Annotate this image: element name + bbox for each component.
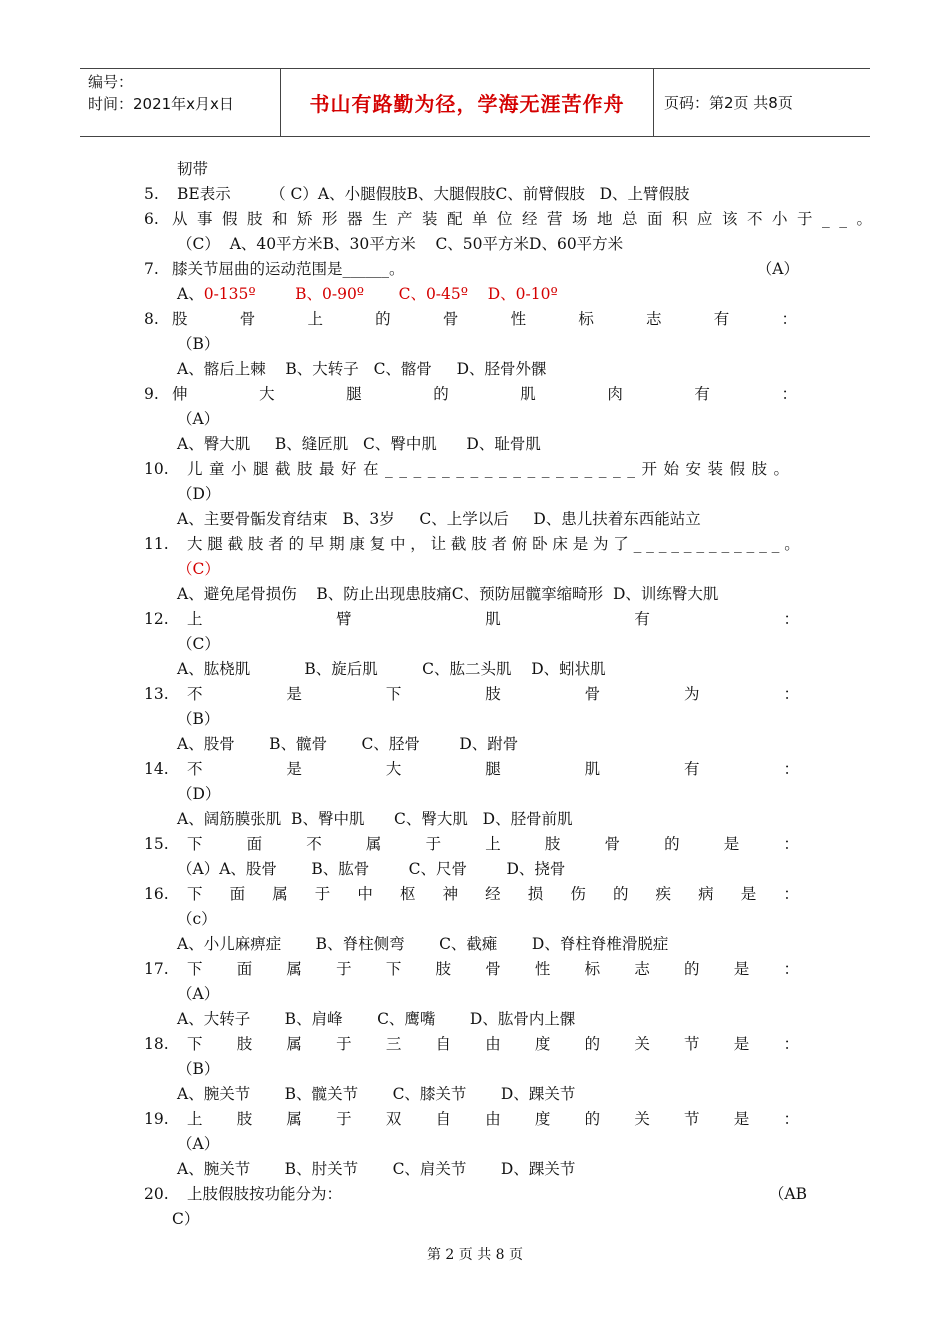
stem-char: ：	[783, 835, 799, 853]
options-line: A、肱桡肌 B、旋后肌 C、肱二头肌 D、蚓状肌	[177, 660, 606, 678]
options-line: A、小儿麻痹症 B、脊柱侧弯 C、截瘫 D、脊柱脊椎滑脱症	[177, 935, 669, 953]
stem-char: 属	[365, 835, 382, 853]
question-7: 7. 膝关节屈曲的运动范围是______。 （A）	[144, 260, 799, 278]
stem-char: 不	[187, 760, 203, 778]
stem-char: 有	[634, 610, 650, 628]
question-11: 11. 大腿截肢者的早期康复中，让截肢者俯卧床是为了____________。	[144, 535, 805, 553]
stem-char: 下	[187, 1035, 203, 1053]
question-19: 19. 上 肢 属 于 双 自 由 度 的 关 节 是 ：	[0, 1107, 950, 1131]
question-9: 9. 伸 大 腿 的 肌 肉 有 ：	[0, 382, 950, 406]
stem-char: 是	[286, 685, 302, 703]
stem-char: 为	[684, 685, 700, 703]
question-15: 15. 下 面 不 属 于 上 肢 骨 的 是 ：	[0, 832, 950, 856]
stem-char: 肢	[485, 685, 501, 703]
stem-char: 肢	[435, 960, 452, 978]
stem-char: 性	[510, 310, 527, 328]
stem-char: 下	[385, 960, 402, 978]
stem-char: 的	[584, 1110, 601, 1128]
answer-line: （c）	[177, 910, 217, 928]
stem-char: 下	[187, 885, 203, 903]
stem-char: 上	[187, 610, 203, 628]
stem-char: 腿	[485, 760, 501, 778]
stem-char: 骨	[584, 685, 601, 703]
stem-char: 自	[435, 1110, 452, 1128]
code-label: 编号：	[88, 73, 134, 91]
stem-char: ：	[783, 960, 799, 978]
question-6: 6. 从事假肢和矫形器生产装配单位经营场地总面积应该不小于__。	[144, 210, 882, 228]
question-13: 13. 不 是 下 肢 骨 为 ：	[0, 682, 950, 706]
stem-char: 面	[236, 960, 253, 978]
stem-char: 下	[187, 835, 203, 853]
stem-char: ：	[783, 1035, 799, 1053]
header-page-label: 页码：第2页 共8页	[664, 94, 793, 112]
stem-char: 志	[646, 310, 662, 328]
stem-char: 有	[713, 310, 730, 328]
answer-line: （B）	[177, 335, 220, 353]
stem-char: 下	[187, 960, 203, 978]
question-12: 12. 上 臂 肌 有 ：	[0, 607, 950, 631]
answer-line: （A）	[177, 985, 220, 1003]
stem-char: 由	[485, 1110, 501, 1128]
options-line: A、腕关节 B、肘关节 C、肩关节 D、踝关节	[177, 1160, 576, 1178]
stem-char: ：	[783, 1110, 799, 1128]
stem-char: 有	[694, 385, 710, 403]
stem-char: 经	[485, 885, 501, 903]
page-footer: 第 2 页 共 8 页	[426, 1247, 524, 1263]
options-line: A、大转子 B、肩峰 C、鹰嘴 D、肱骨内上髁	[177, 1010, 576, 1028]
stem-char: 属	[272, 885, 288, 903]
options-line: A、避免尾骨损伤 B、防止出现患肢痛C、预防屈髋挛缩畸形 D、训练臀大肌	[177, 585, 719, 603]
stem-char: 面	[229, 885, 246, 903]
stem-char: ：	[783, 885, 799, 903]
stem-char: 的	[375, 310, 391, 328]
stem-char: 肢	[236, 1110, 253, 1128]
stem-char: 疾	[655, 885, 672, 903]
options-line: A、股骨 B、髋骨 C、胫骨 D、跗骨	[177, 735, 519, 753]
stem-char: 的	[612, 885, 629, 903]
stem-char: 骨	[239, 310, 256, 328]
stem-char: 肢	[544, 835, 561, 853]
header-meta	[80, 69, 280, 136]
stem-char: 关	[634, 1110, 650, 1128]
stem-char: 肌	[485, 610, 501, 628]
stem-char: 是	[286, 760, 302, 778]
stem-char: 的	[664, 835, 680, 853]
stem-char: 于	[425, 835, 442, 853]
stem-char: 是	[723, 835, 740, 853]
stem-char: ：	[783, 610, 799, 628]
stem-char: 属	[286, 960, 302, 978]
answer-line: （D）	[177, 785, 221, 803]
options-line: （C） A、40平方米B、30平方米 C、50平方米D、60平方米	[177, 235, 624, 253]
stem-char: 肉	[607, 385, 623, 403]
question-16: 16. 下 面 属 于 中 枢 神 经 损 伤 的 疾 病 是 ：	[0, 882, 950, 906]
stem-char: 伸	[172, 385, 188, 403]
stem-char: 是	[740, 885, 757, 903]
stem-char: 标	[578, 310, 594, 328]
answer-line: C）	[172, 1210, 200, 1228]
stem-char: ：	[781, 310, 797, 328]
stem-char: 有	[684, 760, 700, 778]
question-8: 8. 股 骨 上 的 骨 性 标 志 有 ：	[0, 307, 950, 331]
answer-line: （C）	[177, 635, 220, 653]
question-10: 10. 儿童小腿截肢最好在__________________开始安装假肢。	[144, 460, 796, 478]
question-17: 17. 下 面 属 于 下 肢 骨 性 标 志 的 是 ：	[0, 957, 950, 981]
page-header	[80, 68, 870, 137]
options-line: A、臀大肌 B、缝匠肌 C、臀中肌 D、耻骨肌	[177, 435, 541, 453]
stem-char: 上	[307, 310, 323, 328]
stem-char: ：	[783, 685, 799, 703]
stem-char: 的	[584, 1035, 601, 1053]
stem-char: 是	[733, 1110, 750, 1128]
stem-char: 大	[385, 760, 402, 778]
stem-char: ：	[781, 385, 797, 403]
stem-char: 属	[286, 1110, 302, 1128]
stem-char: 股	[172, 310, 188, 328]
stem-char: 骨	[442, 310, 459, 328]
stem-char: 上	[485, 835, 501, 853]
stem-char: 由	[485, 1035, 501, 1053]
stem-char: 于	[314, 885, 331, 903]
question-18: 18. 下 肢 属 于 三 自 由 度 的 关 节 是 ：	[0, 1032, 950, 1056]
stem-char: 臂	[336, 610, 352, 628]
question-5: 5. BE表示 （ C）A、小腿假肢B、大腿假肢C、前臂假肢 D、上臂假肢	[144, 185, 690, 203]
stem-char: 度	[534, 1110, 551, 1128]
stem-char: 枢	[399, 885, 416, 903]
stem-char: 于	[336, 960, 352, 978]
stem-char: 不	[187, 685, 203, 703]
stem-char: 关	[634, 1035, 650, 1053]
options-line: （A）A、股骨 B、肱骨 C、尺骨 D、挠骨	[177, 860, 566, 878]
answer-line: （A）	[177, 410, 220, 428]
stem-char: 中	[357, 885, 373, 903]
stem-char: ：	[783, 760, 799, 778]
stem-char: 节	[684, 1035, 700, 1053]
options-line: A、0-135º B、0-90º C、0-45º D、0-10º	[177, 285, 558, 303]
stem-char: 是	[733, 1035, 750, 1053]
options-line: A、阔筋膜张肌 B、臀中肌 C、臀大肌 D、胫骨前肌	[177, 810, 573, 828]
stem-char: 节	[684, 1110, 700, 1128]
stem-char: 于	[336, 1035, 352, 1053]
stem-char: 病	[698, 885, 714, 903]
stem-char: 下	[385, 685, 402, 703]
stem-char: 的	[684, 960, 700, 978]
stem-char: 肌	[520, 385, 536, 403]
answer-line: （C）	[177, 560, 220, 578]
header-slogan: 书山有路勤为径，学海无涯苦作舟	[280, 69, 654, 136]
stem-char: 肢	[236, 1035, 253, 1053]
stem-char: 神	[442, 885, 459, 903]
stem-char: 性	[534, 960, 551, 978]
text-line: 韧带	[177, 160, 209, 178]
stem-char: 三	[385, 1035, 402, 1053]
stem-char: 属	[286, 1035, 302, 1053]
stem-char: 的	[433, 385, 449, 403]
stem-char: 双	[385, 1110, 402, 1128]
stem-char: 损	[527, 885, 544, 903]
stem-char: 不	[306, 835, 322, 853]
stem-char: 腿	[346, 385, 362, 403]
stem-char: 伤	[570, 885, 586, 903]
stem-char: 大	[259, 385, 275, 403]
options-line: A、主要骨骺发育结束 B、3岁 C、上学以后 D、患儿扶着东西能站立	[177, 510, 701, 528]
answer-line: （B）	[177, 710, 220, 728]
stem-char: 是	[733, 960, 750, 978]
stem-char: 骨	[604, 835, 620, 853]
stem-char: 度	[534, 1035, 551, 1053]
options-line: A、髂后上棘 B、大转子 C、髂骨 D、胫骨外髁	[177, 360, 547, 378]
options-line: A、腕关节 B、髋关节 C、膝关节 D、踝关节	[177, 1085, 576, 1103]
stem-char: 上	[187, 1110, 203, 1128]
answer-line: （D）	[177, 485, 221, 503]
stem-char: 于	[336, 1110, 352, 1128]
stem-char: 志	[634, 960, 650, 978]
answer-line: （B）	[177, 1060, 220, 1078]
stem-char: 骨	[485, 960, 501, 978]
question-20: 20. 上肢假肢按功能分为： （AB	[144, 1185, 807, 1203]
question-14: 14. 不 是 大 腿 肌 有 ：	[0, 757, 950, 781]
stem-char: 标	[584, 960, 601, 978]
time-label: 时间：2021年x月x日	[88, 95, 234, 113]
answer-line: （A）	[177, 1135, 220, 1153]
stem-char: 面	[246, 835, 263, 853]
stem-char: 肌	[584, 760, 601, 778]
stem-char: 自	[435, 1035, 452, 1053]
